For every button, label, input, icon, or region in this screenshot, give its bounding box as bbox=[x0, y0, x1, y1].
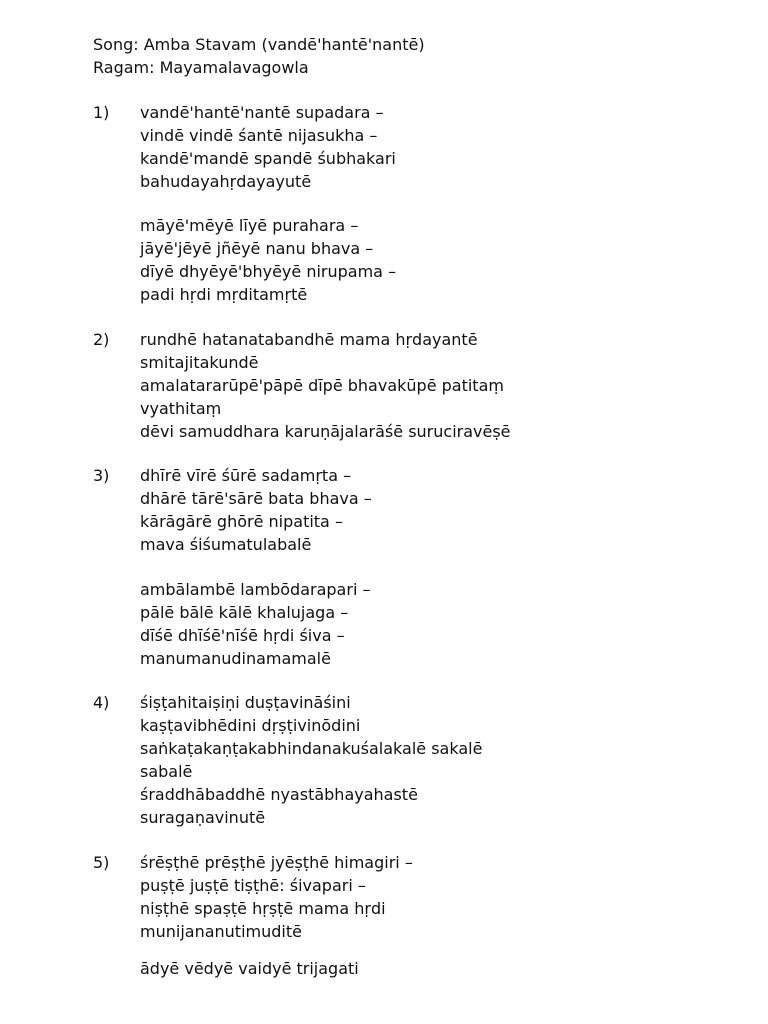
verse-number: 5) bbox=[93, 853, 110, 872]
lyric-line: dīśē dhīśē'nīśē hṛdi śiva – bbox=[140, 626, 345, 645]
lyric-line: padi hṛdi mṛditamṛtē bbox=[140, 285, 308, 304]
lyric-line: dhīrē vīrē śūrē sadamṛta – bbox=[140, 466, 352, 485]
lyric-line: dhārē tārē'sārē bata bhava – bbox=[140, 489, 372, 508]
lyric-line: bahudayahṛdayayutē bbox=[140, 172, 312, 191]
lyric-line: śrēṣṭhē prēṣṭhē jyēṣṭhē himagiri – bbox=[140, 853, 413, 872]
lyric-line: rundhē hatanatabandhē mama hṛdayantē bbox=[140, 330, 478, 349]
lyric-line: smitajitakundē bbox=[140, 353, 259, 372]
lyric-line: amalatararūpē'pāpē dīpē bhavakūpē patitaṃ bbox=[140, 376, 504, 395]
lyric-line: vandē'hantē'nantē supadara – bbox=[140, 103, 384, 122]
lyric-line: niṣṭhē spaṣṭē hṛṣṭē mama hṛdi bbox=[140, 899, 386, 918]
lyric-line: manumanudinamamalē bbox=[140, 649, 331, 668]
lyric-line: dēvi samuddhara karuṇājalarāśē suruciravēṣē bbox=[140, 422, 511, 441]
lyric-line: māyē'mēyē līyē purahara – bbox=[140, 216, 359, 235]
lyric-line: munijananutimuditē bbox=[140, 922, 302, 941]
lyric-line: mava śiśumatulabalē bbox=[140, 535, 312, 554]
lyric-line: śraddhābaddhē nyastābhayahastē bbox=[140, 785, 418, 804]
verse-number: 3) bbox=[93, 466, 110, 485]
song-title: Song: Amba Stavam (vandē'hantē'nantē) bbox=[93, 35, 425, 54]
lyric-line: sabalē bbox=[140, 762, 193, 781]
lyric-line: kārāgārē ghōrē nipatita – bbox=[140, 512, 343, 531]
verse-number: 4) bbox=[93, 693, 110, 712]
lyric-line: dīyē dhyēyē'bhyēyē nirupama – bbox=[140, 262, 397, 281]
lyric-line: ambālambē lambōdarapari – bbox=[140, 580, 371, 599]
lyric-line: ādyē vēdyē vaidyē trijagati bbox=[140, 959, 359, 978]
lyric-line: jāyē'jēyē jñēyē nanu bhava – bbox=[140, 239, 374, 258]
verse-number: 2) bbox=[93, 330, 110, 349]
lyric-line: vyathitaṃ bbox=[140, 399, 222, 418]
lyric-line: kaṣṭavibhēdini dṛṣṭivinōdini bbox=[140, 716, 361, 735]
lyric-line: suragaṇavinutē bbox=[140, 808, 266, 827]
lyric-line: śiṣṭahitaiṣiṇi duṣṭavināśini bbox=[140, 693, 351, 712]
lyric-line: puṣṭē juṣṭē tiṣṭhē: śivapari – bbox=[140, 876, 366, 895]
lyric-line: vindē vindē śantē nijasukha – bbox=[140, 126, 378, 145]
lyric-line: saṅkaṭakaṇṭakabhindanakuśalakalē sakalē bbox=[140, 739, 483, 758]
lyric-line: pālē bālē kālē khalujaga – bbox=[140, 603, 349, 622]
lyric-line: kandē'mandē spandē śubhakari bbox=[140, 149, 396, 168]
ragam-line: Ragam: Mayamalavagowla bbox=[93, 58, 309, 77]
verse-number: 1) bbox=[93, 103, 110, 122]
